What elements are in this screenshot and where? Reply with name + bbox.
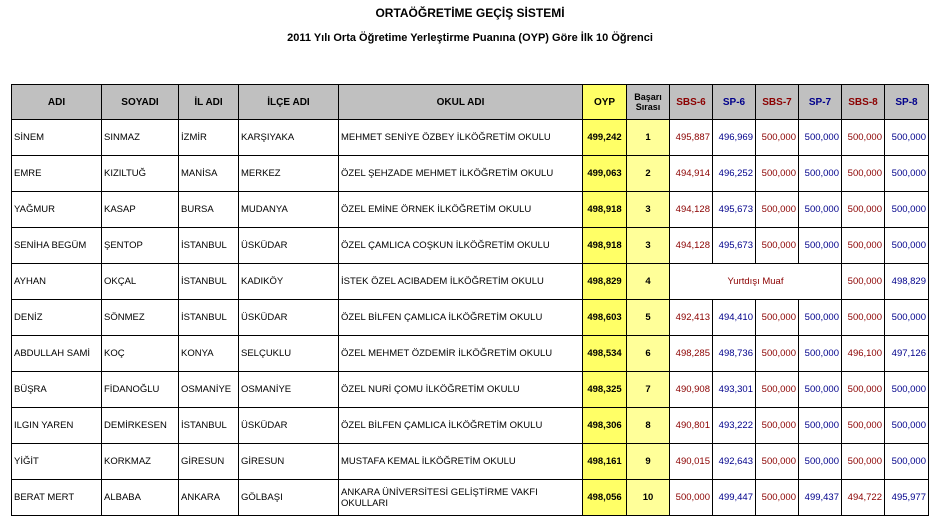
col-header-sbs8: SBS-8 bbox=[842, 85, 885, 120]
cell-sbs6: 498,285 bbox=[670, 336, 713, 372]
cell-sbs7: 500,000 bbox=[756, 228, 799, 264]
cell-okul: ÖZEL BİLFEN ÇAMLICA İLKÖĞRETİM OKULU bbox=[339, 408, 583, 444]
cell-oyp: 499,063 bbox=[583, 156, 627, 192]
col-header-okul: OKUL ADI bbox=[339, 85, 583, 120]
col-header-sp6: SP-6 bbox=[713, 85, 756, 120]
cell-sp8: 497,126 bbox=[885, 336, 929, 372]
cell-sbs8: 500,000 bbox=[842, 228, 885, 264]
cell-adi: AYHAN bbox=[12, 264, 102, 300]
cell-okul: ÖZEL NURİ ÇOMU İLKÖĞRETİM OKULU bbox=[339, 372, 583, 408]
cell-sbs6: 492,413 bbox=[670, 300, 713, 336]
cell-oyp: 498,534 bbox=[583, 336, 627, 372]
cell-sbs7: 500,000 bbox=[756, 444, 799, 480]
table-row bbox=[12, 300, 929, 336]
cell-sp7: 500,000 bbox=[799, 120, 842, 156]
cell-muaf: Yurtdışı Muaf bbox=[670, 264, 842, 300]
cell-ilce: KARŞIYAKA bbox=[239, 120, 339, 156]
cell-oyp: 498,325 bbox=[583, 372, 627, 408]
cell-sp6: 496,969 bbox=[713, 120, 756, 156]
cell-sbs8: 500,000 bbox=[842, 264, 885, 300]
cell-oyp: 498,056 bbox=[583, 480, 627, 516]
cell-soyadi: SINMAZ bbox=[102, 120, 179, 156]
cell-adi: ILGIN YAREN bbox=[12, 408, 102, 444]
cell-oyp: 498,306 bbox=[583, 408, 627, 444]
col-header-oyp: OYP bbox=[583, 85, 627, 120]
cell-adi: SENİHA BEGÜM bbox=[12, 228, 102, 264]
table-row bbox=[12, 336, 929, 372]
cell-sbs7: 500,000 bbox=[756, 300, 799, 336]
cell-soyadi: OKÇAL bbox=[102, 264, 179, 300]
cell-sbs7: 500,000 bbox=[756, 372, 799, 408]
cell-adi: ABDULLAH SAMİ bbox=[12, 336, 102, 372]
cell-adi: BERAT MERT bbox=[12, 480, 102, 516]
cell-sp8: 500,000 bbox=[885, 300, 929, 336]
cell-okul: ÖZEL EMİNE ÖRNEK İLKÖĞRETİM OKULU bbox=[339, 192, 583, 228]
cell-adi: EMRE bbox=[12, 156, 102, 192]
cell-okul: MUSTAFA KEMAL İLKÖĞRETİM OKULU bbox=[339, 444, 583, 480]
cell-il: KONYA bbox=[179, 336, 239, 372]
results-table bbox=[11, 84, 929, 516]
cell-okul: ÖZEL ÇAMLICA COŞKUN İLKÖĞRETİM OKULU bbox=[339, 228, 583, 264]
cell-ilce: OSMANİYE bbox=[239, 372, 339, 408]
cell-sp8: 500,000 bbox=[885, 372, 929, 408]
cell-il: GİRESUN bbox=[179, 444, 239, 480]
col-header-sp7: SP-7 bbox=[799, 85, 842, 120]
cell-adi: BÜŞRA bbox=[12, 372, 102, 408]
cell-sp8: 495,977 bbox=[885, 480, 929, 516]
cell-ilce: MERKEZ bbox=[239, 156, 339, 192]
cell-sbs6: 490,015 bbox=[670, 444, 713, 480]
page-title: ORTAÖĞRETİME GEÇİŞ SİSTEMİ bbox=[375, 6, 565, 20]
cell-sp7: 500,000 bbox=[799, 228, 842, 264]
cell-rank: 7 bbox=[627, 372, 670, 408]
cell-sp8: 500,000 bbox=[885, 408, 929, 444]
cell-soyadi: ALBABA bbox=[102, 480, 179, 516]
cell-rank: 1 bbox=[627, 120, 670, 156]
cell-ilce: ÜSKÜDAR bbox=[239, 408, 339, 444]
col-header-soyadi: SOYADI bbox=[102, 85, 179, 120]
cell-sbs6: 495,887 bbox=[670, 120, 713, 156]
cell-soyadi: SÖNMEZ bbox=[102, 300, 179, 336]
cell-okul: ÖZEL ŞEHZADE MEHMET İLKÖĞRETİM OKULU bbox=[339, 156, 583, 192]
col-header-rank: Başarı Sırası bbox=[627, 85, 670, 120]
cell-sbs8: 500,000 bbox=[842, 408, 885, 444]
cell-soyadi: KASAP bbox=[102, 192, 179, 228]
cell-sbs8: 500,000 bbox=[842, 192, 885, 228]
col-header-sbs7: SBS-7 bbox=[756, 85, 799, 120]
cell-rank: 10 bbox=[627, 480, 670, 516]
cell-ilce: GÖLBAŞI bbox=[239, 480, 339, 516]
cell-oyp: 498,829 bbox=[583, 264, 627, 300]
cell-oyp: 498,603 bbox=[583, 300, 627, 336]
table-row bbox=[12, 228, 929, 264]
cell-sp6: 492,643 bbox=[713, 444, 756, 480]
cell-soyadi: KORKMAZ bbox=[102, 444, 179, 480]
col-header-sp8: SP-8 bbox=[885, 85, 929, 120]
table-row bbox=[12, 372, 929, 408]
cell-sbs8: 500,000 bbox=[842, 300, 885, 336]
cell-rank: 8 bbox=[627, 408, 670, 444]
cell-sbs6: 494,128 bbox=[670, 228, 713, 264]
cell-sp6: 499,447 bbox=[713, 480, 756, 516]
cell-soyadi: ŞENTOP bbox=[102, 228, 179, 264]
table-row bbox=[12, 264, 929, 300]
cell-il: İSTANBUL bbox=[179, 300, 239, 336]
cell-sp6: 493,301 bbox=[713, 372, 756, 408]
cell-ilce: SELÇUKLU bbox=[239, 336, 339, 372]
cell-sp6: 493,222 bbox=[713, 408, 756, 444]
cell-il: BURSA bbox=[179, 192, 239, 228]
cell-sbs8: 500,000 bbox=[842, 156, 885, 192]
cell-sbs6: 490,908 bbox=[670, 372, 713, 408]
cell-sbs8: 500,000 bbox=[842, 372, 885, 408]
cell-rank: 9 bbox=[627, 444, 670, 480]
cell-il: İZMİR bbox=[179, 120, 239, 156]
cell-sbs6: 490,801 bbox=[670, 408, 713, 444]
cell-il: OSMANİYE bbox=[179, 372, 239, 408]
cell-okul: MEHMET SENİYE ÖZBEY İLKÖĞRETİM OKULU bbox=[339, 120, 583, 156]
cell-sp8: 500,000 bbox=[885, 444, 929, 480]
cell-sp7: 499,437 bbox=[799, 480, 842, 516]
cell-rank: 2 bbox=[627, 156, 670, 192]
cell-sp8: 500,000 bbox=[885, 192, 929, 228]
cell-sbs7: 500,000 bbox=[756, 480, 799, 516]
cell-sbs6: 500,000 bbox=[670, 480, 713, 516]
cell-sbs7: 500,000 bbox=[756, 192, 799, 228]
cell-sbs8: 494,722 bbox=[842, 480, 885, 516]
cell-soyadi: DEMİRKESEN bbox=[102, 408, 179, 444]
cell-rank: 6 bbox=[627, 336, 670, 372]
cell-sbs8: 500,000 bbox=[842, 120, 885, 156]
cell-il: İSTANBUL bbox=[179, 408, 239, 444]
cell-sbs6: 494,914 bbox=[670, 156, 713, 192]
cell-okul: ANKARA ÜNİVERSİTESİ GELİŞTİRME VAKFI OKULLARI bbox=[339, 480, 583, 516]
cell-rank: 5 bbox=[627, 300, 670, 336]
cell-sbs7: 500,000 bbox=[756, 120, 799, 156]
cell-adi: DENİZ bbox=[12, 300, 102, 336]
table-row bbox=[12, 192, 929, 228]
table-header-row bbox=[12, 85, 929, 120]
cell-sp8: 500,000 bbox=[885, 228, 929, 264]
cell-okul: İSTEK ÖZEL ACIBADEM İLKÖĞRETİM OKULU bbox=[339, 264, 583, 300]
cell-sp6: 496,252 bbox=[713, 156, 756, 192]
cell-soyadi: KIZILTUĞ bbox=[102, 156, 179, 192]
cell-sp8: 498,829 bbox=[885, 264, 929, 300]
cell-sbs8: 496,100 bbox=[842, 336, 885, 372]
cell-sp7: 500,000 bbox=[799, 444, 842, 480]
cell-oyp: 498,918 bbox=[583, 228, 627, 264]
cell-sp6: 495,673 bbox=[713, 192, 756, 228]
col-header-ilce: İLÇE ADI bbox=[239, 85, 339, 120]
cell-soyadi: FİDANOĞLU bbox=[102, 372, 179, 408]
cell-sp8: 500,000 bbox=[885, 156, 929, 192]
cell-ilce: ÜSKÜDAR bbox=[239, 228, 339, 264]
cell-adi: YİĞİT bbox=[12, 444, 102, 480]
cell-sp7: 500,000 bbox=[799, 156, 842, 192]
cell-sbs7: 500,000 bbox=[756, 336, 799, 372]
cell-il: ANKARA bbox=[179, 480, 239, 516]
cell-il: İSTANBUL bbox=[179, 228, 239, 264]
table-row bbox=[12, 120, 929, 156]
cell-adi: SİNEM bbox=[12, 120, 102, 156]
col-header-il: İL ADI bbox=[179, 85, 239, 120]
cell-ilce: ÜSKÜDAR bbox=[239, 300, 339, 336]
cell-ilce: GİRESUN bbox=[239, 444, 339, 480]
cell-rank: 4 bbox=[627, 264, 670, 300]
cell-adi: YAĞMUR bbox=[12, 192, 102, 228]
cell-sp7: 500,000 bbox=[799, 300, 842, 336]
cell-il: İSTANBUL bbox=[179, 264, 239, 300]
cell-sp7: 500,000 bbox=[799, 192, 842, 228]
cell-il: MANİSA bbox=[179, 156, 239, 192]
cell-okul: ÖZEL BİLFEN ÇAMLICA İLKÖĞRETİM OKULU bbox=[339, 300, 583, 336]
cell-sp7: 500,000 bbox=[799, 336, 842, 372]
page-subtitle: 2011 Yılı Orta Öğretime Yerleştirme Puanına (OYP) Göre İlk 10 Öğrenci bbox=[287, 32, 653, 44]
cell-sbs7: 500,000 bbox=[756, 408, 799, 444]
table-row bbox=[12, 408, 929, 444]
table-row bbox=[12, 480, 929, 516]
cell-rank: 3 bbox=[627, 228, 670, 264]
cell-sbs8: 500,000 bbox=[842, 444, 885, 480]
cell-okul: ÖZEL MEHMET ÖZDEMİR İLKÖĞRETİM OKULU bbox=[339, 336, 583, 372]
cell-sp8: 500,000 bbox=[885, 120, 929, 156]
cell-sbs7: 500,000 bbox=[756, 156, 799, 192]
cell-ilce: KADIKÖY bbox=[239, 264, 339, 300]
cell-sp6: 498,736 bbox=[713, 336, 756, 372]
cell-sbs6: 494,128 bbox=[670, 192, 713, 228]
cell-oyp: 499,242 bbox=[583, 120, 627, 156]
cell-sp6: 494,410 bbox=[713, 300, 756, 336]
cell-oyp: 498,918 bbox=[583, 192, 627, 228]
col-header-adi: ADI bbox=[12, 85, 102, 120]
cell-oyp: 498,161 bbox=[583, 444, 627, 480]
cell-sp6: 495,673 bbox=[713, 228, 756, 264]
cell-sp7: 500,000 bbox=[799, 408, 842, 444]
cell-ilce: MUDANYA bbox=[239, 192, 339, 228]
cell-soyadi: KOÇ bbox=[102, 336, 179, 372]
table-row bbox=[12, 444, 929, 480]
col-header-sbs6: SBS-6 bbox=[670, 85, 713, 120]
table-row bbox=[12, 156, 929, 192]
cell-rank: 3 bbox=[627, 192, 670, 228]
cell-sp7: 500,000 bbox=[799, 372, 842, 408]
